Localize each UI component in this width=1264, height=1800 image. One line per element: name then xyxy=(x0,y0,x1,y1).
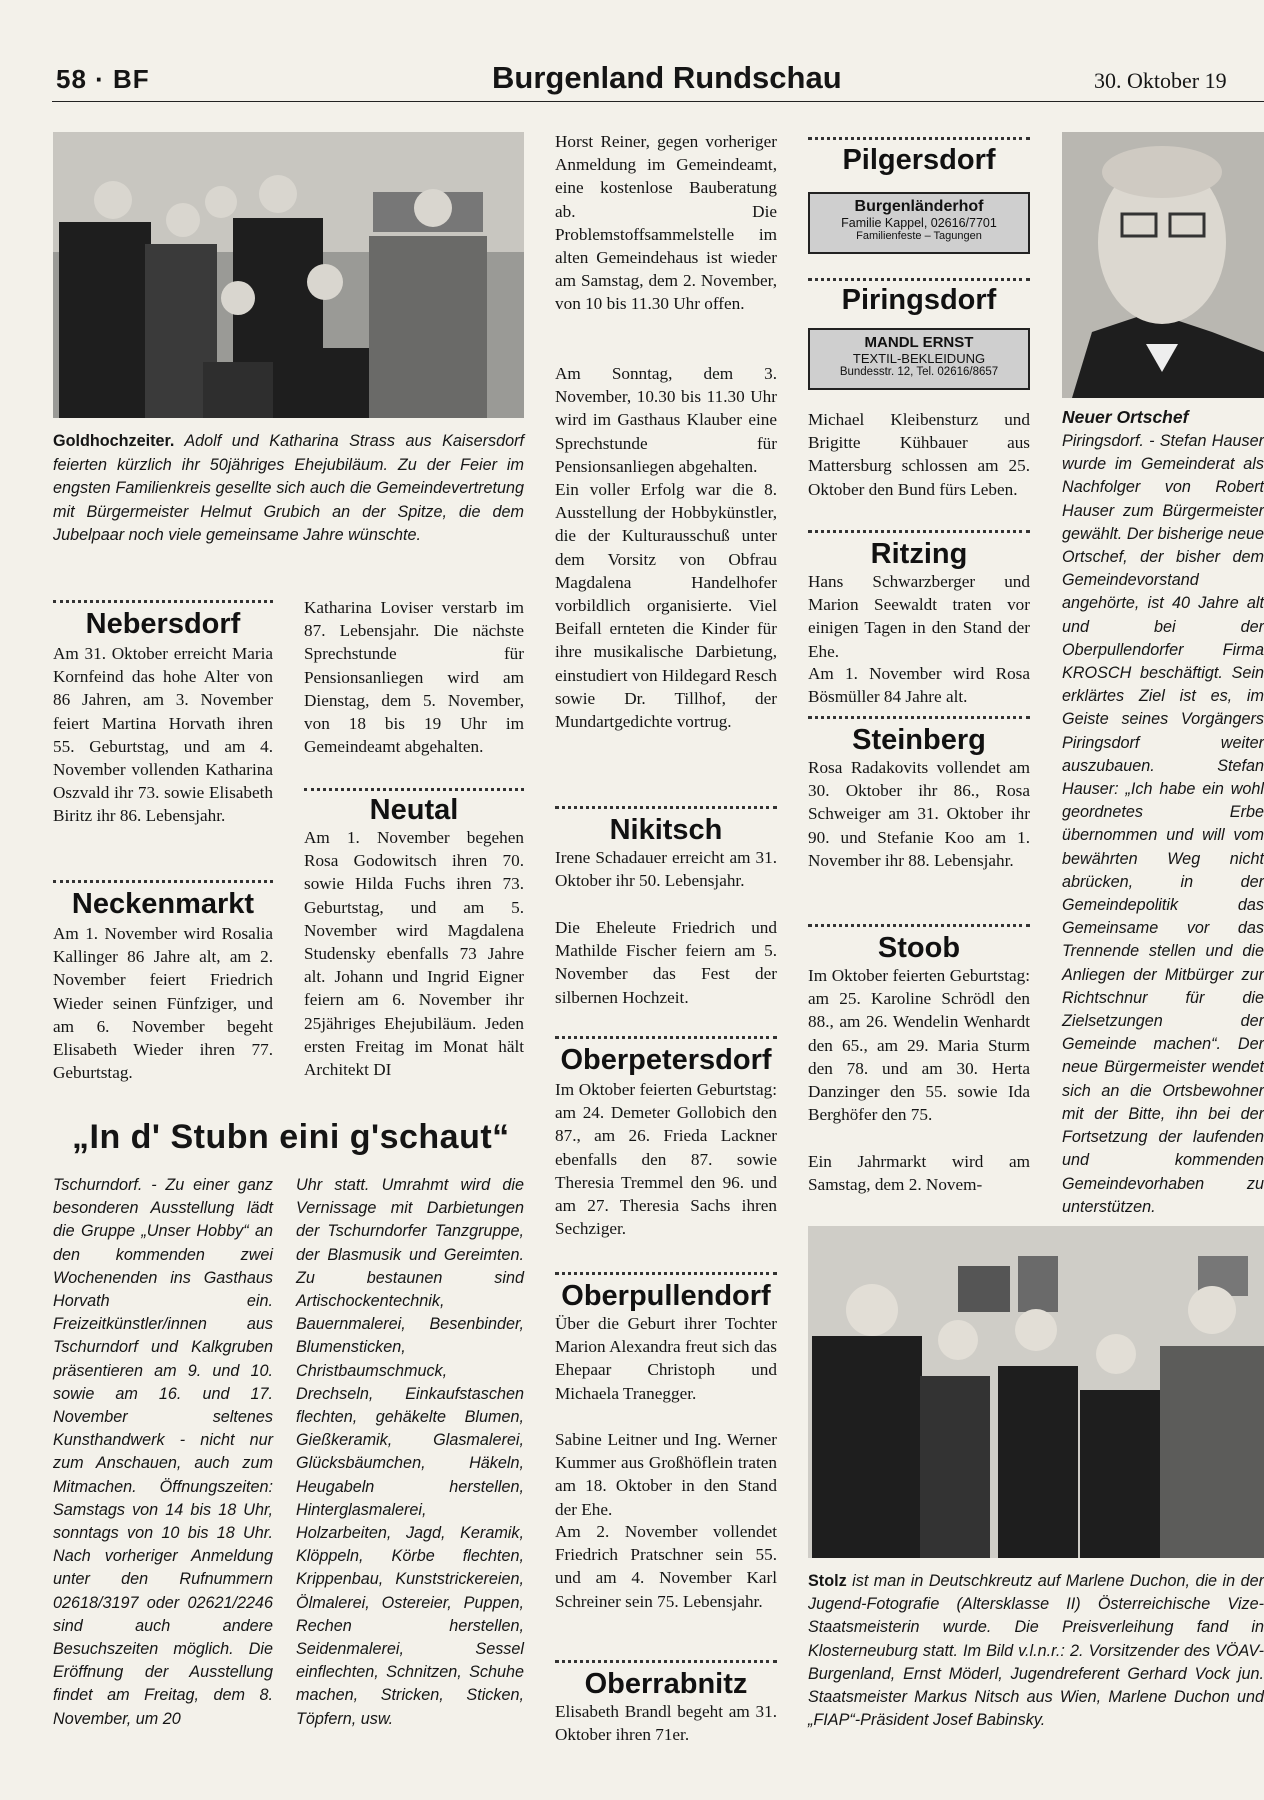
article-stoob-2: Ein Jahrmarkt wird am Samstag, dem 2. Novem- xyxy=(808,1152,1030,1195)
divider xyxy=(808,716,1030,719)
caption-text: ist man in Deutschkreutz auf Marlene Duchon, die in der Jugend-Fotografie (Altersklasse II) Österreichische Vize-Staatsmeisterin wurde. Die Preisverleihung fand in Klosterneuburg statt. Im Bild v.l.n.r.: 2. Vorsitzender des VÖAV-Burgenland, Ernst Möderl, Jugendreferent Gerhard Vock jun. Staatsmeister Markus Nitsch aus Wien, Marlene Duchon und „FIAP“-Präsident Josef Babinsky. xyxy=(808,1572,1264,1730)
issue-date: 30. Oktober 19 xyxy=(1094,68,1227,93)
article-nikitsch-2: Die Eheleute Friedrich und Mathilde Fischer feiern am 5. November das Fest der silbernen Hochzeit. xyxy=(555,918,777,1007)
heading-steinberg: Steinberg xyxy=(852,724,986,756)
divider xyxy=(555,1036,777,1039)
heading-oberpetersdorf: Oberpetersdorf xyxy=(560,1044,772,1076)
heading-pilgersdorf: Pilgersdorf xyxy=(842,144,996,176)
masthead-rule xyxy=(52,101,1264,102)
article-neutal: Am 1. November begehen Rosa Godowitsch ihren 70. sowie Hilda Fuchs ihren 73. Geburtstag, und am 5. November wird Magdalena Studensky ebenfalls 73 Jahre alt. Johann und Ingrid Eigner feiern am 6. November ihr 25jähriges Ehejubiläum. Jeden ersten Freitag im Monat hält Architekt DI xyxy=(304,828,524,1080)
article-steinberg: Rosa Radakovits vollendet am 30. Oktober ihr 86., Rosa Schweiger am 31. Oktober ihr 90. und Stefanie Koo am 1. November ihr 88. Lebensjahr. xyxy=(808,758,1030,870)
award-photo xyxy=(808,1226,1264,1558)
article-oberpullendorf-2: Sabine Leitner und Ing. Werner Kummer aus Großhöflein traten am 18. Oktober in den Stand der Ehe. xyxy=(555,1430,777,1519)
article-oberpullendorf-1: Über die Geburt ihrer Tochter Marion Alexandra freut sich das Ehepaar Christoph und Michaela Tranegger. xyxy=(555,1314,777,1403)
article-oberpetersdorf: Im Oktober feierten Geburtstag: am 24. Demeter Gollobich den 87., am 26. Frieda Lackner ebenfalls den 87. sowie Theresia Tremmel den 96. und am 27. Theresia Sachs ihren Sechziger. xyxy=(555,1080,777,1239)
group-photo-caption xyxy=(53,430,524,548)
divider xyxy=(304,788,524,791)
article-oberrabnitz: Elisabeth Brandl begeht am 31. Oktober ihren 71er. xyxy=(555,1702,777,1745)
divider xyxy=(555,1660,777,1663)
heading-nikitsch: Nikitsch xyxy=(609,814,723,846)
heading-oberrabnitz: Oberrabnitz xyxy=(584,1668,748,1700)
heading-nebersdorf: Nebersdorf xyxy=(85,608,241,640)
divider xyxy=(808,924,1030,927)
article-col2-top: Katharina Loviser verstarb im 87. Lebensjahr. Die nächste Sprechstunde für Pensionsanliegen wird am Dienstag, dem 5. November, von 18 bis 19 Uhr im Gemeindeamt abgehalten. xyxy=(304,598,524,757)
divider xyxy=(555,806,777,809)
article-nikitsch-1: Irene Schadauer erreicht am 31. Oktober ihr 50. Lebensjahr. xyxy=(555,848,777,891)
divider xyxy=(808,137,1030,140)
group-photo xyxy=(53,132,524,418)
award-caption-clip xyxy=(808,1570,1264,1800)
divider xyxy=(555,1272,777,1275)
article-ortschef: Piringsdorf. - Stefan Hauser wurde im Gemeinderat als Nachfolger von Robert Hauser zum Bürgermeister gewählt. Der bisherige neue Ortschef, der bisher dem Gemeindevorstand angehörte, ist 40 Jahre alt und bei der Oberpullendorfer Firma KROSCH beschäftigt. Sein erklärtes Ziel ist es, im Geiste seines Vorgängers Piringsdorf weiter auszubauen. Stefan Hauser: „Ich habe ein wohl geordnetes Erbe übernommen und will vom bewährten Weg nicht abrücken, in der Gemeindepolitik das Gemeinsame vor das Trennende stellen und die Anliegen der Mitbürger zur Richtschnur für die Zielsetzungen der Gemeinde machen“. Der neue Bürgermeister wendet sich an die Ortsbewohner mit der Bitte, ihn bei der Fortsetzung der laufenden und kommenden Gemeindevorhaben zu unterstützen. xyxy=(1062,432,1264,1216)
article-neckenmarkt: Am 1. November wird Rosalia Kallinger 86 Jahre alt, am 2. November feiert Friedrich Wieder seinen Fünfziger, und am 6. November begeht Elisabeth Wieder ihren 77. Geburtstag. xyxy=(53,924,273,1083)
article-stubn-col1: Tschurndorf. - Zu einer ganz besonderen Ausstellung lädt die Gruppe „Unser Hobby“ an den kommenden zwei Wochenenden ins Gasthaus Horvath ein. Freizeitkünstler/innen aus Tschurndorf und Kalkgruben präsentieren am 9. und 10. sowie am 16. und 17. November seltenes Kunsthandwerk - nicht nur zum Anschauen, auch zum Mitmachen. Öffnungszeiten: Samstags von 14 bis 18 Uhr, sonntags von 10 bis 18 Uhr. Nach vorheriger Anmeldung unter den Rufnummern 02618/3197 oder 02621/2246 sind auch andere Besuchszeiten möglich. Die Eröffnung der Ausstellung findet am Freitag, dem 8. November, um 20 xyxy=(53,1176,273,1728)
article-col3-3: Ein voller Erfolg war die 8. Ausstellung der Hobbykünstler, die der Kulturausschuß unter dem Vorsitz von Obfrau Magdalena Handelhofer vorbildlich organisierte. Viel Beifall ernteten die Kinder für ihre musikalische Darbietung, einstudiert von Hildegard Resch sowie Dr. Tillhof, der Mundartgedichte vortrug. xyxy=(555,480,777,732)
portrait-photo xyxy=(1062,132,1264,398)
heading-ritzing: Ritzing xyxy=(870,538,968,570)
article-ritzing-2: Am 1. November wird Rosa Bösmüller 84 Jahre alt. xyxy=(808,664,1030,707)
award-photo-image xyxy=(808,1226,1264,1558)
heading-stoob: Stoob xyxy=(877,932,961,964)
article-piringsdorf: Michael Kleibensturz und Brigitte Kühbauer aus Mattersburg schlossen am 25. Oktober den Bund fürs Leben. xyxy=(808,410,1030,499)
ad-line: Familie Kappel, 02616/7701 xyxy=(841,216,997,230)
article-col3-1: Horst Reiner, gegen vorheriger Anmeldung im Gemeindeamt, eine kostenlose Bauberatung ab. Die Problemstoffsammelstelle im alten Gemeindehaus ist wieder am Samstag, dem 2. November, von 10 bis 11.30 Uhr offen. xyxy=(555,132,777,314)
divider xyxy=(53,880,273,883)
heading-neutal: Neutal xyxy=(369,794,459,826)
article-nebersdorf: Am 31. Oktober erreicht Maria Kornfeind das hohe Alter von 86 Jahren, am 3. November feiert Martina Horvath ihren 55. Geburtstag, und am 4. November vollenden Katharina Oszvald ihr 73. sowie Elisabeth Biritz ihr 86. Lebensjahr. xyxy=(53,644,273,826)
article-col3-2: Am Sonntag, dem 3. November, 10.30 bis 11.30 Uhr wird im Gasthaus Klauber eine Sprechstunde für Pensionsanliegen abgehalten. xyxy=(555,364,777,476)
ad-title: MANDL ERNST xyxy=(864,334,974,351)
ad-title: Burgenländerhof xyxy=(854,198,984,215)
ad-mandl-ernst xyxy=(808,328,1030,390)
divider xyxy=(53,600,273,603)
group-photo-image xyxy=(53,132,524,418)
article-stubn-col2: Uhr statt. Umrahmt wird die Vernissage mit Darbietungen der Tschurndorfer Tanzgruppe, der Blasmusik und Gereimten. Zu bestaunen sind Artischockentechnik, Bauernmalerei, Besenbinder, Blumensticken, Christbaumschmuck, Drechseln, Einkaufstaschen flechten, gehäkelte Blumen, Gießkeramik, Glasmalerei, Glücksbäumchen, Häkeln, Heugabeln herstellen, Hinterglasmalerei, Holzarbeiten, Jagd, Keramik, Klöppeln, Körbe flechten, Krippenbau, Kunststrickereien, Ölmalerei, Ostereier, Puppen, Rechen herstellen, Seidenmalerei, Sessel einflechten, Schnitzen, Schuhe machen, Stricken, Sticken, Töpfern, usw. xyxy=(296,1176,524,1728)
award-photo-caption xyxy=(808,1570,1264,1732)
caption-lead: Stolz xyxy=(808,1572,847,1590)
ad-burgenlaenderhof xyxy=(808,192,1030,254)
article-oberpullendorf-3: Am 2. November vollendet Friedrich Pratschner sein 55. und am 4. November Karl Schreiner sein 75. Lebensjahr. xyxy=(555,1522,777,1611)
ad-line: Bundesstr. 12, Tel. 02616/8657 xyxy=(839,366,999,378)
divider xyxy=(808,278,1030,281)
heading-stubn: „In d' Stubn eini g'schaut“ xyxy=(72,1118,510,1156)
heading-neckenmarkt: Neckenmarkt xyxy=(71,888,255,920)
caption-lead: Goldhochzeiter. xyxy=(53,432,175,450)
article-ritzing-1: Hans Schwarzberger und Marion Seewaldt traten vor einigen Tagen in den Stand der Ehe. xyxy=(808,572,1030,661)
ad-line: Familienfeste – Tagungen xyxy=(856,230,982,242)
heading-oberpullendorf: Oberpullendorf xyxy=(561,1280,771,1312)
portrait-photo-image xyxy=(1062,132,1264,398)
caption-text: Adolf und Katharina Strass aus Kaisersdorf feierten kürzlich ihr 50jähriges Ehejubiläum. Zu der Feier im engsten Familienkreis gesellte sich auch die Gemeindevertretung mit Bürgermeister Helmut Grubich an der Spitze, die dem Jubelpaar noch viele gemeinsame Jahre wünschte. xyxy=(53,432,524,544)
article-stoob-1: Im Oktober feierten Geburtstag: am 25. Karoline Schrödl den 88., am 26. Wendelin Wenhardt den 65., am 29. Maria Sturm den 78. und am 30. Herta Danzinger den 55. sowie Ida Berghöfer den 75. xyxy=(808,966,1030,1125)
divider xyxy=(808,530,1030,533)
ad-line: TEXTIL-BEKLEIDUNG xyxy=(852,351,986,366)
heading-ortschef: Neuer Ortschef xyxy=(1062,407,1189,427)
newspaper-title: Burgenland Rundschau xyxy=(492,60,842,95)
heading-piringsdorf: Piringsdorf xyxy=(841,284,997,316)
ortschef-text-clip xyxy=(1062,430,1264,1216)
page-number: 58 · BF xyxy=(56,64,150,94)
